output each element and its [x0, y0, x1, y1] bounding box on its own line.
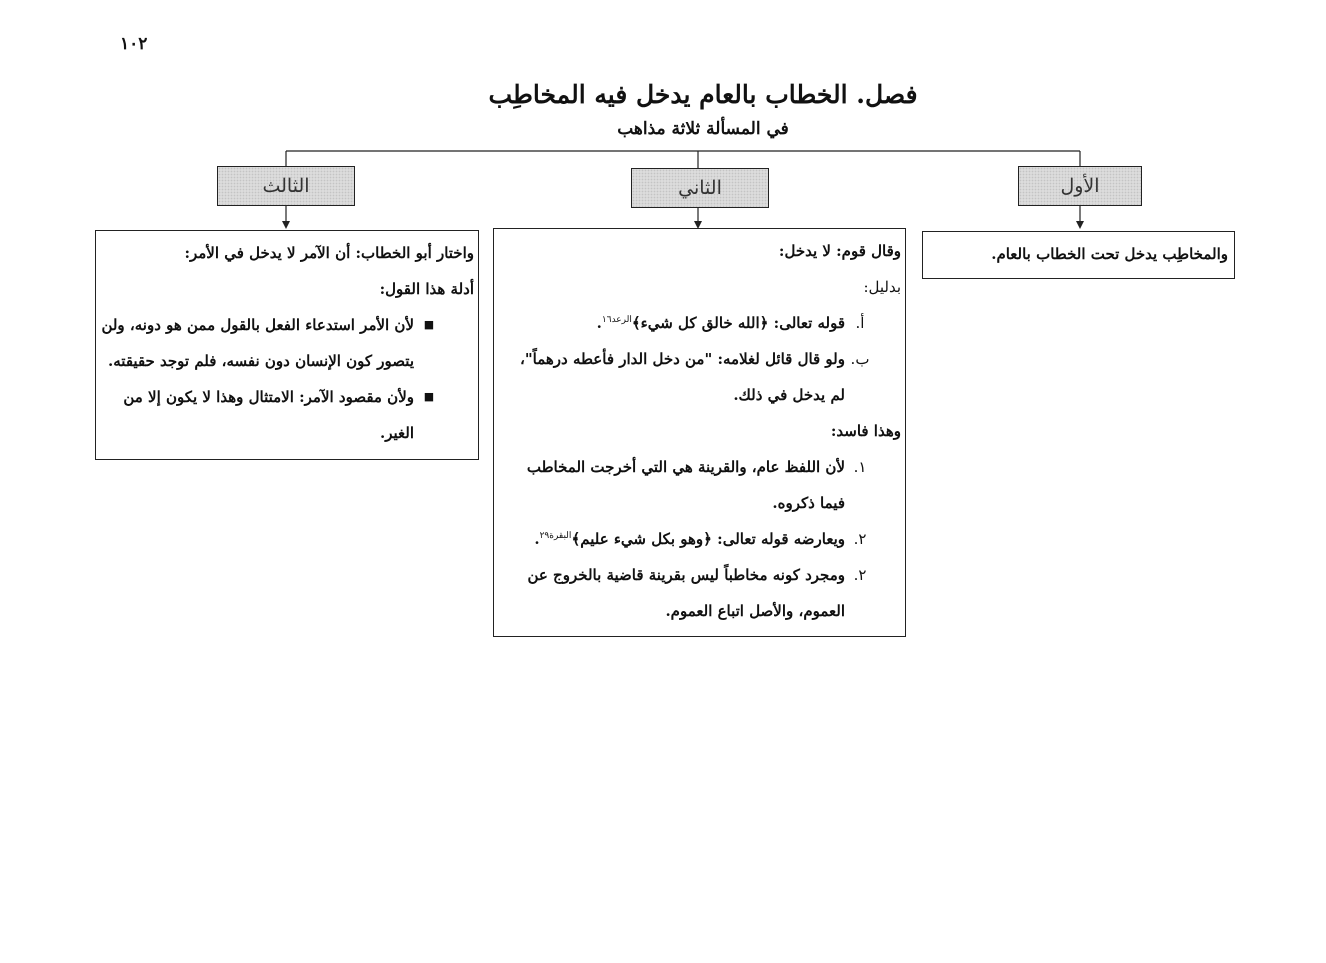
- branch-third-box: [95, 230, 479, 460]
- branch-first-label: الأول: [1060, 175, 1100, 197]
- third-evidence-text-1: لأن الأمر استدعاء الفعل بالقول ممن هو دونه، ولن يتصور كون الإنسان دون نفسه، فلم توجد حقيقته.: [101, 316, 414, 370]
- rebuttal-item-2: [502, 521, 901, 557]
- branch-second-header: [631, 168, 769, 208]
- rebuttal-item-3: [502, 557, 901, 629]
- evidence-marker-a: أ.: [855, 314, 865, 332]
- arrowhead-first: [1076, 221, 1084, 229]
- rebuttal-marker-2: ٢.: [853, 530, 867, 548]
- third-evidence-text-2: ولأن مقصود الآمر: الامتثال وهذا لا يكون إلا من الغير.: [123, 388, 414, 442]
- branch-first-text: والمخاطِب يدخل تحت الخطاب بالعام.: [991, 245, 1228, 263]
- branch-second-intro: وقال قوم: لا يدخل:: [778, 242, 901, 260]
- rebuttal-text-3: ومجرد كونه مخاطباً ليس بقرينة قاضية بالخروج عن العموم، والأصل اتباع العموم.: [527, 566, 845, 620]
- evidence-text-a: قوله تعالى: ﴿الله خالق كل شيء﴾: [631, 314, 845, 332]
- rebuttal-after-2: .: [534, 530, 540, 548]
- branch-third-evidence-label: أدلة هذا القول:: [379, 280, 474, 298]
- evidence-text-b: ولو قال قائل لغلامه: "من دخل الدار فأعطه درهماً"، لم يدخل في ذلك.: [520, 350, 845, 404]
- rebuttal-marker-1: ١.: [853, 458, 867, 476]
- page-number: ١٠٢: [120, 34, 148, 54]
- third-evidence-item-2: [100, 379, 474, 451]
- bullet-square-icon: ■: [423, 390, 435, 403]
- branch-second-rebuttal-label: وهذا فاسد:: [830, 422, 901, 440]
- evidence-marker-b: ب.: [850, 350, 870, 368]
- rebuttal-item-1: [502, 449, 901, 521]
- evidence-item-b: [502, 341, 901, 413]
- branch-first-header: [1018, 166, 1142, 206]
- quran-reference-baqara: البقرة٢٩: [539, 531, 572, 541]
- arrowhead-third: [282, 221, 290, 229]
- evidence-after-a: .: [596, 314, 602, 332]
- page-title: فصل. الخطاب بالعام يدخل فيه المخاطِب: [488, 80, 918, 109]
- rebuttal-text-2: ويعارضه قوله تعالى: ﴿وهو بكل شيء عليم﴾: [571, 530, 845, 548]
- rebuttal-marker-3: ٢.: [853, 566, 867, 584]
- evidence-item-a: [502, 305, 901, 341]
- page-subtitle: في المسألة ثلاثة مذاهب: [617, 119, 789, 139]
- branch-third-label: الثالث: [262, 175, 310, 197]
- branch-third-intro: واختار أبو الخطاب: أن الآمر لا يدخل في الأمر:: [184, 244, 474, 262]
- quran-reference-raad: الرعد١٦: [601, 315, 632, 325]
- rebuttal-text-1: لأن اللفظ عام، والقرينة هي التي أخرجت المخاطب فيما ذكروه.: [526, 458, 845, 512]
- branch-second-box: [493, 228, 906, 637]
- third-evidence-item-1: [100, 307, 474, 379]
- branch-second-label: الثاني: [678, 177, 722, 199]
- branch-second-evidence-label: بدليل:: [863, 278, 901, 296]
- branch-third-header: [217, 166, 355, 206]
- bullet-square-icon: ■: [423, 318, 435, 331]
- branch-first-box: [922, 231, 1235, 279]
